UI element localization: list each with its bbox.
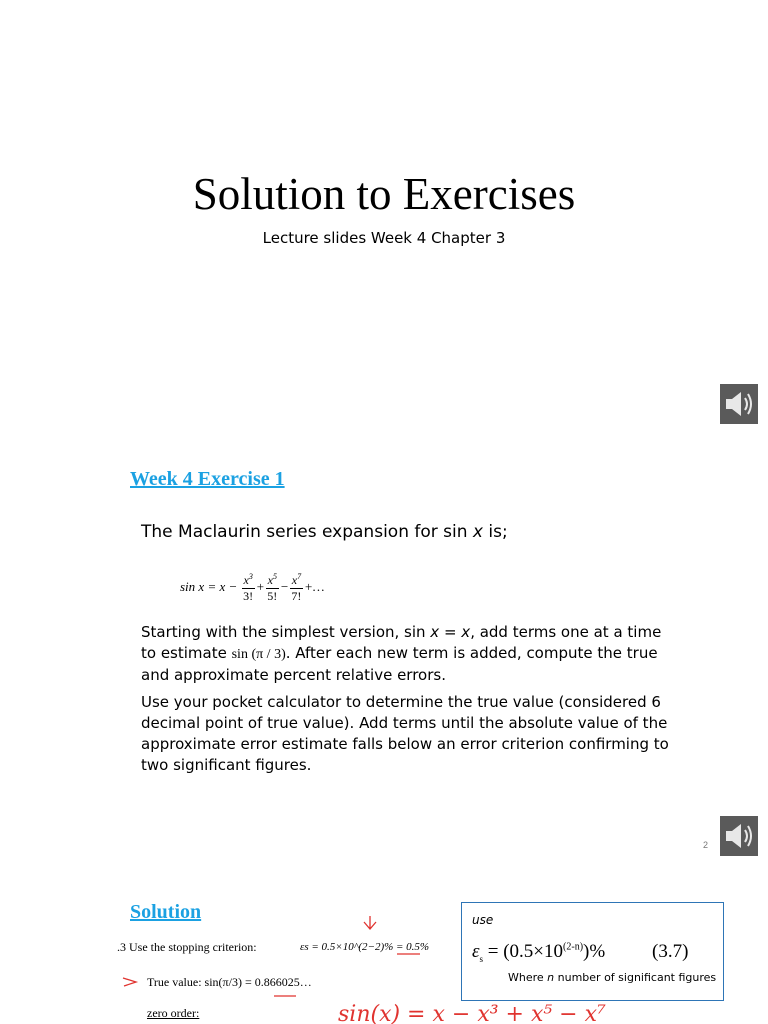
series-tail: +… — [304, 578, 325, 594]
intro-sentence — [141, 522, 508, 542]
intro-text: The Maclaurin series expansion for sin — [141, 522, 473, 542]
intro-tail: is; — [482, 522, 508, 542]
intro-var: x — [472, 522, 483, 542]
slide-solution — [0, 864, 768, 1024]
speaker-icon[interactable] — [720, 384, 758, 424]
series-term-7: $\frac{x^7}{7!}$ — [291, 572, 302, 603]
slide-title-heading: Solution to Exercises — [192, 169, 576, 219]
zero-order-label: zero order: — [147, 1006, 200, 1020]
slide-title — [0, 0, 768, 432]
stopping-criterion-label: .3 Use the stopping criterion: — [117, 940, 257, 954]
callout-note: Where n number of significant figures — [508, 971, 717, 984]
equation-number: (3.7) — [652, 941, 689, 962]
error-criterion-formula: $\varepsilon_s = (0.5\times 10^{(2-n)})\%$ — [472, 941, 606, 964]
sin-pi-over-3: sin (π / 3) — [231, 647, 286, 662]
exercise-heading-link[interactable]: Week 4 Exercise 1 — [130, 468, 285, 490]
page-number: 2 — [703, 840, 709, 850]
series-op: − — [279, 578, 289, 594]
instructions-paragraph-2: Use your pocket calculator to determine the true value (considered 6 decimal point of true value). Add terms until the absolute value of the approximate error estimate falls below an error criterion confirming to two significant figures. — [141, 693, 669, 774]
instructions-paragraph-1: Starting with the simplest version, sin x = x, add terms one at a time to estimate sin (π / 3). After each new term is added, compute the true and approximate percent relative errors. — [141, 623, 662, 684]
stopping-criterion-equation: εs = 0.5×10^(2−2)% = 0.5% — [300, 941, 430, 953]
slide-exercise — [0, 432, 768, 864]
series-term-5: $\frac{x^5}{5!}$ — [267, 572, 278, 603]
callout-box — [461, 902, 724, 1001]
callout-use: use — [472, 913, 494, 927]
series-term-3: $\frac{x^3}{3!}$ — [243, 572, 254, 603]
solution-heading-link[interactable]: Solution — [130, 901, 202, 923]
speaker-icon[interactable] — [720, 816, 758, 856]
series-lhs: sin x = x − — [180, 578, 238, 594]
true-value-line: True value: sin(π/3) = 0.866025… — [147, 975, 312, 989]
handwritten-series: sin(x) = x − x³ + x⁵ − x⁷ — [338, 1002, 606, 1024]
maclaurin-series-formula — [180, 572, 324, 604]
series-op: + — [255, 578, 265, 594]
slide-subtitle: Lecture slides Week 4 Chapter 3 — [262, 229, 506, 247]
